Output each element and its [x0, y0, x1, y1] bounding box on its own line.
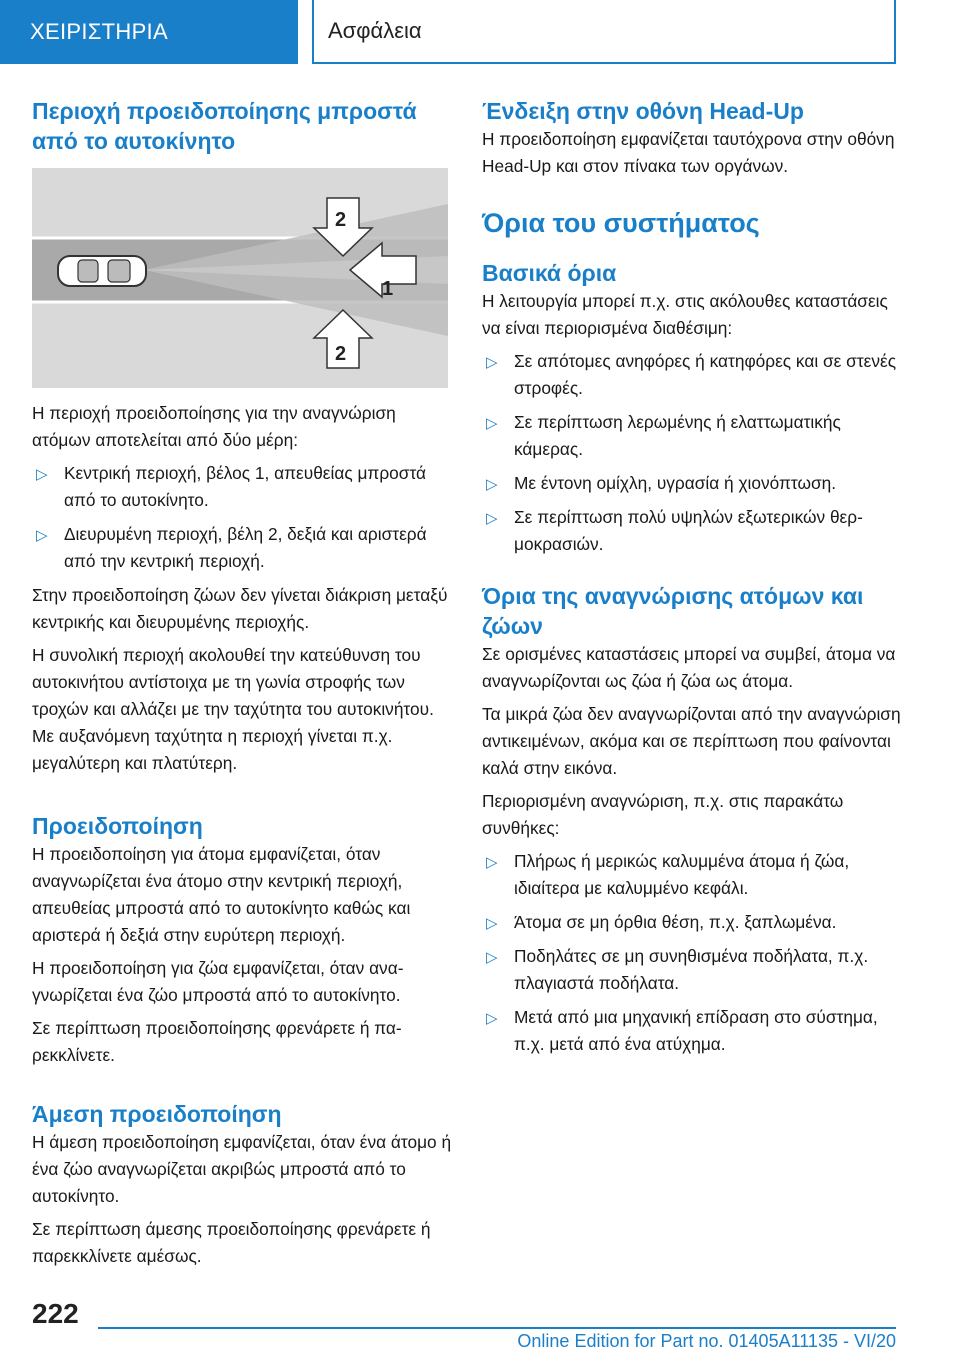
list-item: ▷ Πλήρως ή μερικώς καλυμμένα άτομα ή ζώα, ιδιαίτερα με καλυμμένο κεφάλι. — [486, 851, 850, 898]
basic-limits-paragraph: Η λειτουργία μπορεί π.χ. στις ακόλουθες καταστάσεις να είναι περιορισμένα διαθέσιμη: — [482, 291, 888, 338]
heading-direct-warning: Άμεση προειδοποίηση — [32, 1101, 282, 1127]
heading-warning: Προειδοποίηση — [32, 813, 203, 839]
triangle-bullet-icon: ▷ — [486, 854, 498, 871]
label-2-top: 2 — [335, 209, 347, 231]
total-area-paragraph: Η συνολική περιοχή ακολουθεί την κατεύθυνση του αυτοκινήτου αντίστοιχα με τη γωνία στροφής των τροχών και αλλάζει με την ταχύτητα του αυτοκινήτου. Με αυξανόμενη ταχύτητα η περιοχή γίνεται π.χ. μεγαλύτερη και πλατύτερη. — [32, 645, 434, 773]
list-item: ▷ Άτομα σε μη όρθια θέση, π.χ. ξαπλωμένα. — [482, 909, 902, 936]
label-2-bottom: 2 — [335, 343, 347, 365]
heading-basic-limits: Βασικά όρια — [482, 260, 617, 286]
footer-divider — [98, 1327, 896, 1329]
warning-area-figure — [32, 168, 448, 388]
triangle-bullet-icon: ▷ — [486, 949, 498, 966]
triangle-bullet-icon: ▷ — [486, 510, 498, 527]
page-number: 222 — [32, 1298, 79, 1329]
list-item: ▷ Μετά από μια μηχανική επίδραση στο σύστημα, π.χ. μετά από ένα ατύχημα. — [486, 1007, 878, 1054]
animal-paragraph: Στην προειδοποίηση ζώων δεν γίνεται διάκριση μεταξύ κεντρικής και διευρυμένης περιοχής. — [32, 585, 448, 632]
list-item: ▷ Σε περίπτωση πολύ υψηλών εξωτερικών θερμοκρασιών. — [486, 507, 863, 554]
direct-paragraph-1: Η άμεση προειδοποίηση εμφανίζεται, όταν ένα άτομο ή ένα ζώο αναγνωρίζεται ακριβώς μπροστά από το αυτοκίνητο. — [32, 1132, 452, 1206]
heading-warning-area: Περιοχή προειδοποίησης μπροστά από το αυτοκίνητο — [32, 98, 417, 154]
heading-head-up: Ένδειξη στην οθόνη Head-Up — [482, 98, 804, 124]
warning-paragraph-1: Η προειδοποίηση για άτομα εμφανίζεται, όταν αναγνωρίζεται ένα άτομο στην κεντρική περιοχή, απευθείας μπροστά από το αυτοκίνητο καθώς και αριστερά ή δεξιά στην ευρύτερη περιοχή. — [32, 844, 411, 945]
triangle-bullet-icon: ▷ — [486, 476, 498, 493]
chapter-title: ΧΕΙΡΙΣΤΗΡΙΑ — [30, 19, 168, 44]
list-item: ▷ Ποδηλάτες σε μη συνηθισμένα ποδήλατα, π.χ. πλαγιαστά ποδήλατα. — [486, 946, 869, 993]
list-item: ▷ Διευρυμένη περιοχή, βέλη 2, δεξιά και αριστερά από την κεντρική περιοχή. — [36, 524, 427, 571]
triangle-bullet-icon: ▷ — [486, 1010, 498, 1027]
left-column — [32, 96, 452, 1276]
warning-paragraph-3: Σε περίπτωση προειδοποίησης φρενάρετε ή παρεκκλίνετε. — [32, 1018, 402, 1065]
label-1: 1 — [382, 278, 394, 300]
direct-paragraph-2: Σε περίπτωση άμεσης προειδοποίησης φρενάρετε ή παρεκκλίνετε αμέσως. — [32, 1219, 431, 1266]
head-up-paragraph: Η προειδοποίηση εμφανίζεται ταυτόχρονα στην οθόνη Head-Up και στον πίνακα των οργάνων. — [482, 129, 895, 176]
recognition-paragraph-3: Περιορισμένη αναγνώριση, π.χ. στις παρακάτω συνθήκες: — [482, 791, 844, 838]
triangle-bullet-icon: ▷ — [486, 415, 498, 432]
list-item: ▷ Κεντρική περιοχή, βέλος 1, απευθείας μπροστά από το αυτοκίνητο. — [36, 463, 427, 510]
triangle-bullet-icon: ▷ — [486, 915, 498, 932]
recognition-limits-list — [482, 848, 902, 1058]
chapter-tab[interactable] — [0, 0, 298, 64]
recognition-paragraph-2: Τα μικρά ζώα δεν αναγνωρίζονται από την αναγνώριση αντικειμένων, ακόμα και σε περίπτωση που φαίνονται καλά στην εικόνα. — [482, 704, 901, 778]
zone-list — [32, 460, 452, 575]
section-title: Ασφάλεια — [328, 18, 422, 43]
list-item: ▷ Σε απότομες ανηφόρες ή κατηφόρες και σε στενές στροφές. — [486, 351, 897, 398]
heading-recognition-limits: Όρια της αναγνώρισης ατόμων και ζώων — [482, 583, 864, 639]
basic-limits-list — [482, 348, 902, 558]
triangle-bullet-icon: ▷ — [36, 466, 48, 483]
car-icon — [58, 256, 146, 286]
intro-paragraph: Η περιοχή προειδοποίησης για την αναγνώριση ατόμων αποτελείται από δύο μέρη: — [32, 403, 396, 450]
recognition-paragraph-1: Σε ορισμένες καταστάσεις μπορεί να συμβεί, άτομα να αναγνωρίζονται ως ζώα ή ζώα ως άτομα. — [482, 644, 896, 691]
right-column — [482, 96, 902, 1065]
warning-area-diagram — [32, 168, 448, 388]
triangle-bullet-icon: ▷ — [36, 527, 48, 544]
section-tab[interactable] — [312, 0, 896, 64]
list-item: ▷ Με έντονη ομίχλη, υγρασία ή χιονόπτωση. — [482, 470, 902, 497]
edition-footer: Online Edition for Part no. 01405A11135 - VI/20 — [517, 1331, 896, 1351]
triangle-bullet-icon: ▷ — [486, 354, 498, 371]
warning-paragraph-2: Η προειδοποίηση για ζώα εμφανίζεται, όταν αναγνωρίζεται ένα ζώο μπροστά από το αυτοκίνητο. — [32, 958, 404, 1005]
heading-system-limits: Όρια του συστήματος — [482, 208, 760, 238]
list-item: ▷ Σε περίπτωση λερωμένης ή ελαττωματικής κάμερας. — [486, 412, 841, 459]
